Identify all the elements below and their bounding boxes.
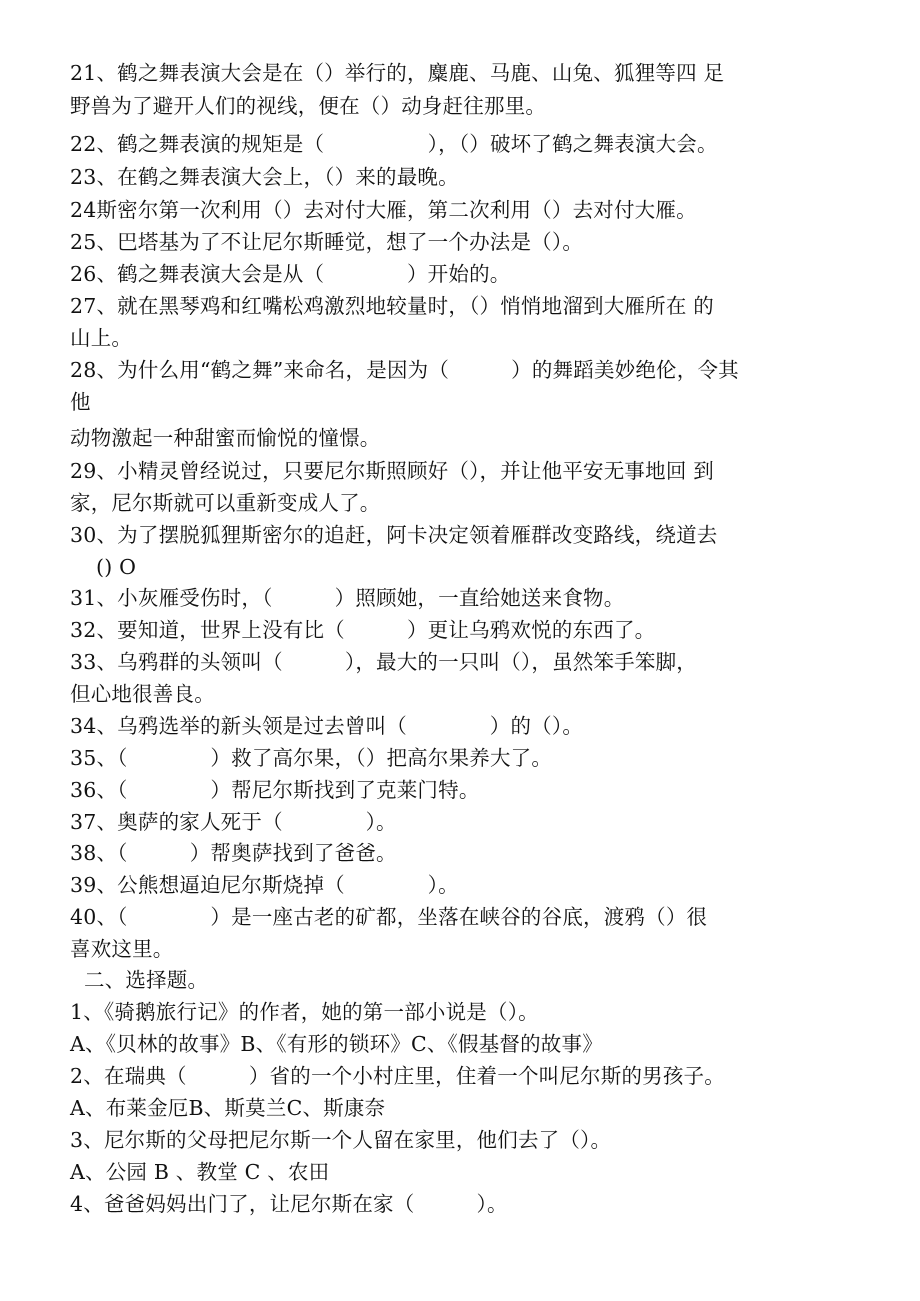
q31: 31、小灰雁受伤时，（ ）照顾她，一直给她送来食物。 — [70, 586, 625, 610]
q37: 37、奥萨的家人死于（ ）。 — [70, 810, 397, 834]
q39: 39、公熊想逼迫尼尔斯烧掉（ ）。 — [70, 873, 459, 897]
c1-options: A、《贝林的故事》B、《有形的锁环》C、《假基督的故事》 — [70, 1032, 603, 1056]
q27-line2: 山上。 — [70, 326, 133, 350]
q23: 23、在鹤之舞表演大会上，（）来的最晚。 — [70, 165, 459, 189]
c4-question: 4、爸爸妈妈出门了，让尼尔斯在家（ ）。 — [70, 1192, 508, 1216]
q28-line3: 动物激起一种甜蜜而愉悦的憧憬。 — [70, 426, 381, 450]
q28-line2: 他 — [70, 390, 91, 414]
c1-question: 1、《骑鹅旅行记》的作者，她的第一部小说是（）。 — [70, 1000, 539, 1024]
q29-line2: 家，尼尔斯就可以重新变成人了。 — [70, 491, 381, 515]
q22: 22、鹤之舞表演的规矩是（ ），（）破坏了鹤之舞表演大会。 — [70, 132, 718, 156]
q28-line1: 28、为什么用“鹤之舞”来命名，是因为（ ）的舞蹈美妙绝伦，令其 — [70, 358, 739, 382]
q21-line2: 野兽为了避开人们的视线，便在（）动身赶往那里。 — [70, 94, 547, 118]
q38: 38、（ ）帮奥萨找到了爸爸。 — [70, 841, 397, 865]
q32: 32、要知道，世界上没有比（ ）更让乌鸦欢悦的东西了。 — [70, 618, 656, 642]
q30-line1: 30、为了摆脱狐狸斯密尔的追赶，阿卡决定领着雁群改变路线，绕道去 — [70, 523, 718, 547]
c3-options: A、公园 B 、教堂 C 、农田 — [70, 1160, 330, 1184]
q24: 24斯密尔第一次利用（）去对付大雁，第二次利用（）去对付大雁。 — [70, 198, 697, 222]
section-heading-choice: 二、选择题。 — [84, 968, 209, 992]
q40-line2: 喜欢这里。 — [70, 937, 174, 961]
q29-line1: 29、小精灵曾经说过，只要尼尔斯照顾好（），并让他平安无事地回 到 — [70, 459, 714, 483]
q30-line2: () O — [96, 555, 137, 579]
q33-line2: 但心地很善良。 — [70, 682, 215, 706]
q40-line1: 40、（ ）是一座古老的矿都，坐落在峡谷的谷底，渡鸦（）很 — [70, 905, 708, 929]
q36: 36、（ ）帮尼尔斯找到了克莱门特。 — [70, 778, 480, 802]
q35: 35、（ ）救了高尔果，（）把高尔果养大了。 — [70, 746, 553, 770]
c3-question: 3、尼尔斯的父母把尼尔斯一个人留在家里，他们去了（）。 — [70, 1128, 612, 1152]
q21-line1: 21、鹤之舞表演大会是在（）举行的，麋鹿、马鹿、山兔、狐狸等四 足 — [70, 61, 725, 85]
q26: 26、鹤之舞表演大会是从（ ）开始的。 — [70, 262, 511, 286]
q33-line1: 33、乌鸦群的头领叫（ ），最大的一只叫（），虽然笨手笨脚， — [70, 650, 697, 674]
c2-question: 2、在瑞典（ ）省的一个小村庄里，住着一个叫尼尔斯的男孩子。 — [70, 1064, 725, 1088]
q25: 25、巴塔基为了不让尼尔斯睡觉，想了一个办法是（）。 — [70, 230, 584, 254]
c2-options: A、布莱金厄B、斯莫兰C、斯康奈 — [70, 1096, 386, 1120]
q27-line1: 27、就在黑琴鸡和红嘴松鸡激烈地较量时，（）悄悄地溜到大雁所在 的 — [70, 294, 714, 318]
q34: 34、乌鸦选举的新头领是过去曾叫（ ）的（）。 — [70, 714, 584, 738]
